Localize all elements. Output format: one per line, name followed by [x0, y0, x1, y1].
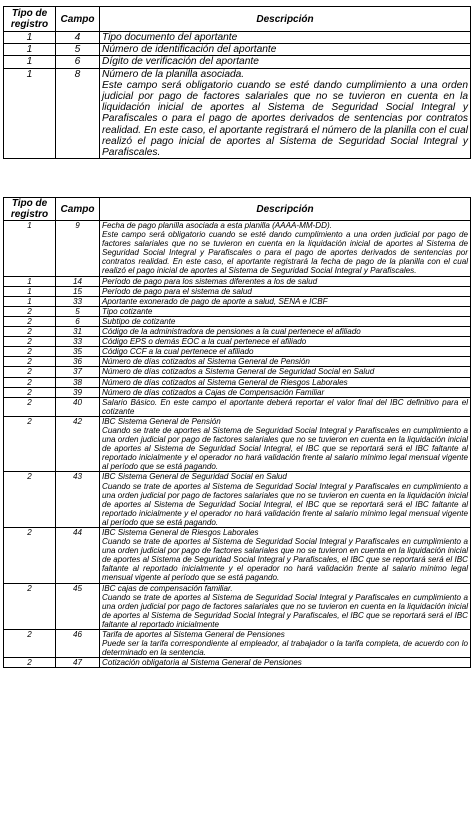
table-row [4, 397, 471, 416]
cell-tipo-registro: 2 [4, 316, 56, 326]
cell-campo: 45 [56, 583, 100, 629]
cell-tipo-registro: 2 [4, 472, 56, 528]
cell-descripcion: Tipo documento del aportante [100, 32, 471, 44]
cell-tipo-registro: 2 [4, 387, 56, 397]
cell-tipo-registro: 2 [4, 367, 56, 377]
cell-campo: 4 [56, 32, 100, 44]
table-row [4, 387, 471, 397]
cell-descripcion: IBC Sistema General de Seguridad Social en Salud Cuando se trate de aportes al Sistema de Seguridad Social Integral y Parafiscales en cumplimiento a una orden judicial por pago de factores salariales que no se tuvieron en cuenta en la liquidación inicial de aportes al Sistema de Seguridad Social Integral, el IBC que se reportará será el IBC faltante al reportado inicialmente y el operador no hará validación frente al salario mínimo legal mensual vigente al período que se está pagando. [100, 472, 471, 528]
cell-campo: 6 [56, 316, 100, 326]
table-row [4, 32, 471, 44]
cell-descripcion: Período de pago para los sistemas diferentes a los de salud [100, 276, 471, 286]
cell-campo: 8 [56, 68, 100, 159]
cell-tipo-registro: 1 [4, 32, 56, 44]
table-row [4, 296, 471, 306]
cell-tipo-registro: 1 [4, 276, 56, 286]
table-row [4, 327, 471, 337]
cell-campo: 14 [56, 276, 100, 286]
table-row [4, 416, 471, 472]
table-row [4, 276, 471, 286]
cell-tipo-registro: 1 [4, 56, 56, 68]
cell-descripcion: Código de la administradora de pensiones a la cual pertenece el afiliado [100, 327, 471, 337]
table-row [4, 68, 471, 159]
table-row [4, 630, 471, 658]
table-row [4, 658, 471, 668]
cell-campo: 40 [56, 397, 100, 416]
cell-descripcion: Código EPS o demás EOC a la cual pertenece el afiliado [100, 337, 471, 347]
cell-descripcion: Aportante exonerado de pago de aporte a salud, SENA e ICBF [100, 296, 471, 306]
cell-tipo-registro: 2 [4, 357, 56, 367]
table-row [4, 377, 471, 387]
cell-descripcion: Cotización obligatoria al Sistema General de Pensiones [100, 658, 471, 668]
cell-campo: 36 [56, 357, 100, 367]
table-row [4, 367, 471, 377]
cell-tipo-registro: 2 [4, 327, 56, 337]
header-campo: Campo [56, 7, 100, 32]
cell-campo: 15 [56, 286, 100, 296]
cell-tipo-registro: 2 [4, 347, 56, 357]
cell-campo: 46 [56, 630, 100, 658]
cell-tipo-registro: 2 [4, 306, 56, 316]
cell-descripcion: Subtipo de cotizante [100, 316, 471, 326]
cell-tipo-registro: 2 [4, 397, 56, 416]
table-header-row [4, 7, 471, 32]
cell-descripcion: IBC Sistema General de Pensión Cuando se trate de aportes al Sistema de Seguridad Social Integral y Parafiscales en cumplimiento a una orden judicial por pago de factores salariales que no se tuvieron en cuenta en la liquidación inicial de aportes al Sistema de Seguridad Social Integral, el IBC que se reportará será el IBC faltante al reportado inicialmente y el operador no hará validación frente al salario mínimo legal mensual vigente al período que se está pagando. [100, 416, 471, 472]
table-row [4, 528, 471, 584]
cell-tipo-registro: 2 [4, 528, 56, 584]
table-row [4, 286, 471, 296]
table-row [4, 357, 471, 367]
cell-campo: 9 [56, 221, 100, 277]
header-campo: Campo [56, 198, 100, 221]
table-row [4, 56, 471, 68]
cell-campo: 6 [56, 56, 100, 68]
table-row [4, 221, 471, 277]
cell-tipo-registro: 2 [4, 630, 56, 658]
cell-tipo-registro: 1 [4, 286, 56, 296]
cell-tipo-registro: 2 [4, 583, 56, 629]
cell-campo: 42 [56, 416, 100, 472]
cell-descripcion: Número de días cotizados a Cajas de Compensación Familiar [100, 387, 471, 397]
cell-campo: 35 [56, 347, 100, 357]
cell-campo: 44 [56, 528, 100, 584]
cell-descripcion: Fecha de pago planilla asociada a esta planilla (AAAA-MM-DD). Este campo será obligatorio cuando se esté dando cumplimiento a una orden judicial por pago de factores salariales que no se tuvieron en cuenta en la liquidación inicial de aportes al Sistema de Seguridad Social Integral y Parafiscales o para el pago de aportes derivados de sentencias por contratos realidad. En este caso, el aportante registrará la fecha de pago de la planilla con el cual realizó el pago inicial de aportes al Sistema de Seguridad Social Integral y Parafiscales. [100, 221, 471, 277]
cell-campo: 33 [56, 337, 100, 347]
cell-descripcion: Período de pago para el sistema de salud [100, 286, 471, 296]
cell-tipo-registro: 1 [4, 68, 56, 159]
cell-descripcion: Número de identificación del aportante [100, 44, 471, 56]
cell-descripcion: Salario Básico. En este campo el aportante deberá reportar el valor final del IBC definitivo para el cotizante [100, 397, 471, 416]
cell-campo: 43 [56, 472, 100, 528]
table-row [4, 347, 471, 357]
header-descripcion: Descripción [100, 198, 471, 221]
table-row [4, 44, 471, 56]
cell-descripcion: Número de días cotizados al Sistema General de Riesgos Laborales [100, 377, 471, 387]
cell-descripcion: Tipo cotizante [100, 306, 471, 316]
cell-campo: 5 [56, 306, 100, 316]
header-tipo-registro: Tipo de registro [4, 7, 56, 32]
cell-descripcion: IBC cajas de compensación familiar. Cuando se trate de aportes al Sistema de Seguridad Social Integral y Parafiscales en cumplimiento a una orden judicial por pago de factores salariales que no se tuvieron en cuenta en la liquidación inicial de aportes al Sistema de Seguridad Social Integral y Parafiscales, el IBC que se reportará será el IBC faltante al reportado inicialmente [100, 583, 471, 629]
table-row [4, 316, 471, 326]
table-row [4, 583, 471, 629]
cell-tipo-registro: 1 [4, 296, 56, 306]
cell-descripcion: Número de la planilla asociada. Este campo será obligatorio cuando se esté dando cumplimiento a una orden judicial por pago de factores salariales que no se tuvieron en cuenta en la liquidación inicial de aportes al Sistema de Seguridad Social Integral y Parafiscales o para el pago de aportes derivados de sentencias por contratos realidad. En este caso, el aportante registrará el número de la planilla con el cual realizó el pago inicial de aportes al Sistema de Seguridad Social Integral y Parafiscales. [100, 68, 471, 159]
cell-campo: 33 [56, 296, 100, 306]
cell-descripcion: Número de días cotizados al Sistema General de Pensión [100, 357, 471, 367]
cell-descripcion: Código CCF a la cual pertenece el afiliado [100, 347, 471, 357]
header-tipo-registro: Tipo de registro [4, 198, 56, 221]
cell-campo: 5 [56, 44, 100, 56]
cell-campo: 38 [56, 377, 100, 387]
cell-descripcion: Tarifa de aportes al Sistema General de Pensiones Puede ser la tarifa correspondiente al empleador, al trabajador o la tarifa completa, de acuerdo con lo determinado en la sentencia. [100, 630, 471, 658]
table-row [4, 337, 471, 347]
cell-tipo-registro: 2 [4, 416, 56, 472]
cell-campo: 31 [56, 327, 100, 337]
cell-descripcion: IBC Sistema General de Riesgos Laborales Cuando se trate de aportes al Sistema de Seguridad Social Integral y Parafiscales en cumplimiento a una orden judicial por pago de factores salariales que no se tuvieron en cuenta en la liquidación inicial de aportes al Sistema de Seguridad Social Integral y Parafiscales, el IBC que se reportará será el IBC faltante al reportado inicialmente y el operador no hará validación frente al salario mínimo legal mensual vigente al período que se está pagando. [100, 528, 471, 584]
cell-tipo-registro: 1 [4, 221, 56, 277]
cell-tipo-registro: 2 [4, 337, 56, 347]
header-descripcion: Descripción [100, 7, 471, 32]
cell-campo: 47 [56, 658, 100, 668]
table-registro-2 [3, 197, 471, 668]
cell-campo: 37 [56, 367, 100, 377]
cell-descripcion: Dígito de verificación del aportante [100, 56, 471, 68]
cell-campo: 39 [56, 387, 100, 397]
table-row [4, 306, 471, 316]
table-registro-1 [3, 6, 471, 159]
cell-descripcion: Número de días cotizados a Sistema General de Seguridad Social en Salud [100, 367, 471, 377]
table-header-row [4, 198, 471, 221]
cell-tipo-registro: 2 [4, 658, 56, 668]
cell-tipo-registro: 2 [4, 377, 56, 387]
table-row [4, 472, 471, 528]
cell-tipo-registro: 1 [4, 44, 56, 56]
